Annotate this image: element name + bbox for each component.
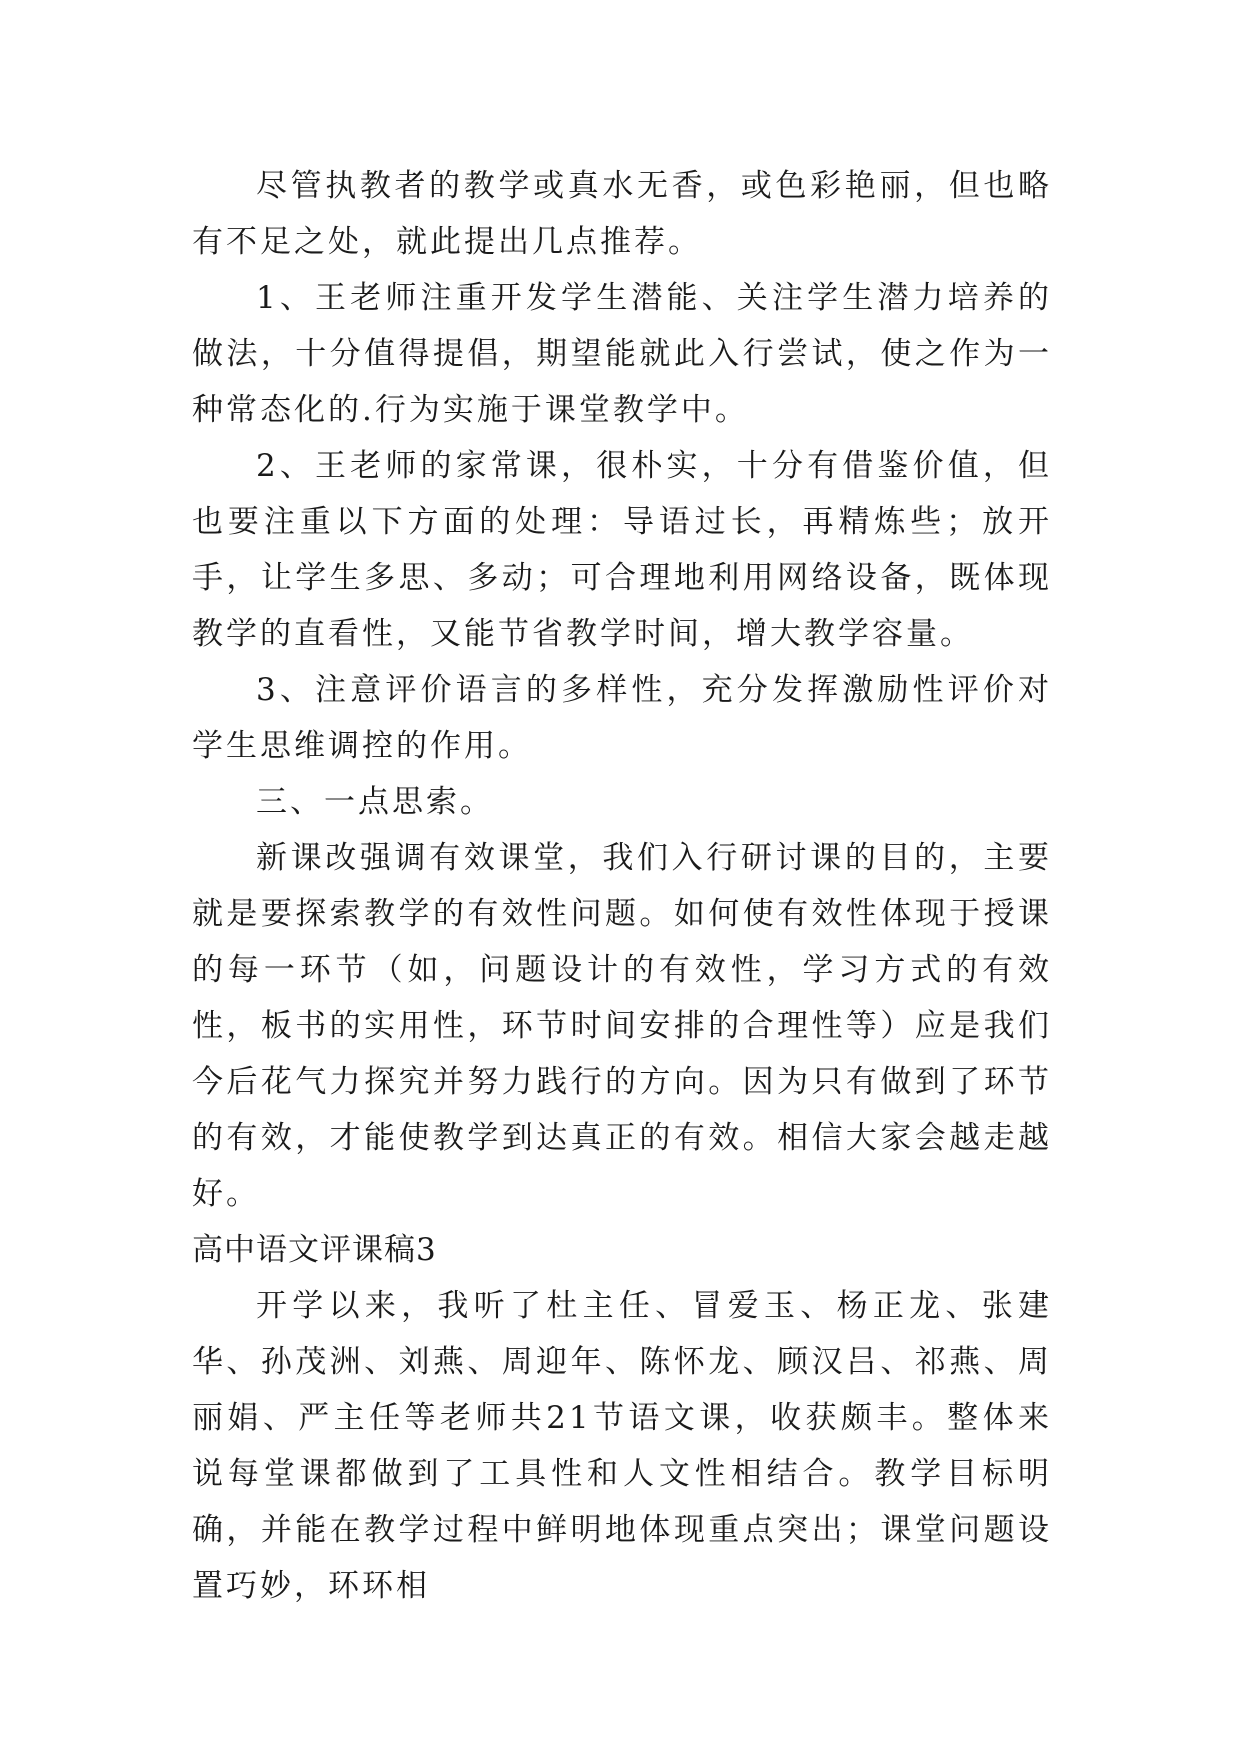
paragraph-suggestion-2: 2、王老师的家常课，很朴实，十分有借鉴价值，但也要注重以下方面的处理：导语过长，再精炼些；放开手，让学生多思、多动；可合理地利用网络设备，既体现教学的直看性，又能节省教学时间，增大教学容量。 [192, 448, 1052, 652]
paragraph-suggestion-1: 1、王老师注重开发学生潜能、关注学生潜力培养的做法，十分值得提倡，期望能就此入行尝试，使之作为一种常态化的.行为实施于课堂教学中。 [192, 280, 1052, 428]
paragraph-suggestions-intro: 尽管执教者的教学或真水无香，或色彩艳丽，但也略有不足之处，就此提出几点推荐。 [192, 168, 1052, 260]
paragraph-reflection: 新课改强调有效课堂，我们入行研讨课的目的，主要就是要探索教学的有效性问题。如何使有效性体现于授课的每一环节（如，问题设计的有效性，学习方式的有效性，板书的实用性，环节时间安排的合理性等）应是我们今后花气力探究并努力践行的方向。因为只有做到了环节的有效，才能使教学到达真正的有效。相信大家会越走越好。 [192, 840, 1052, 1212]
document-body [192, 158, 1052, 1614]
paragraph-suggestion-3: 3、注意评价语言的多样性，充分发挥激励性评价对学生思维调控的作用。 [192, 672, 1052, 764]
paragraph-section-opening: 开学以来，我听了杜主任、冒爱玉、杨正龙、张建华、孙茂洲、刘燕、周迎年、陈怀龙、顾汉吕、祁燕、周丽娟、严主任等老师共21节语文课，收获颇丰。整体来说每堂课都做到了工具性和人文性相结合。教学目标明确，并能在教学过程中鲜明地体现重点突出；课堂问题设置巧妙，环环相 [192, 1288, 1052, 1604]
paragraph-section-three-heading: 三、一点思索。 [256, 784, 494, 820]
section-title: 高中语文评课稿3 [192, 1232, 437, 1268]
